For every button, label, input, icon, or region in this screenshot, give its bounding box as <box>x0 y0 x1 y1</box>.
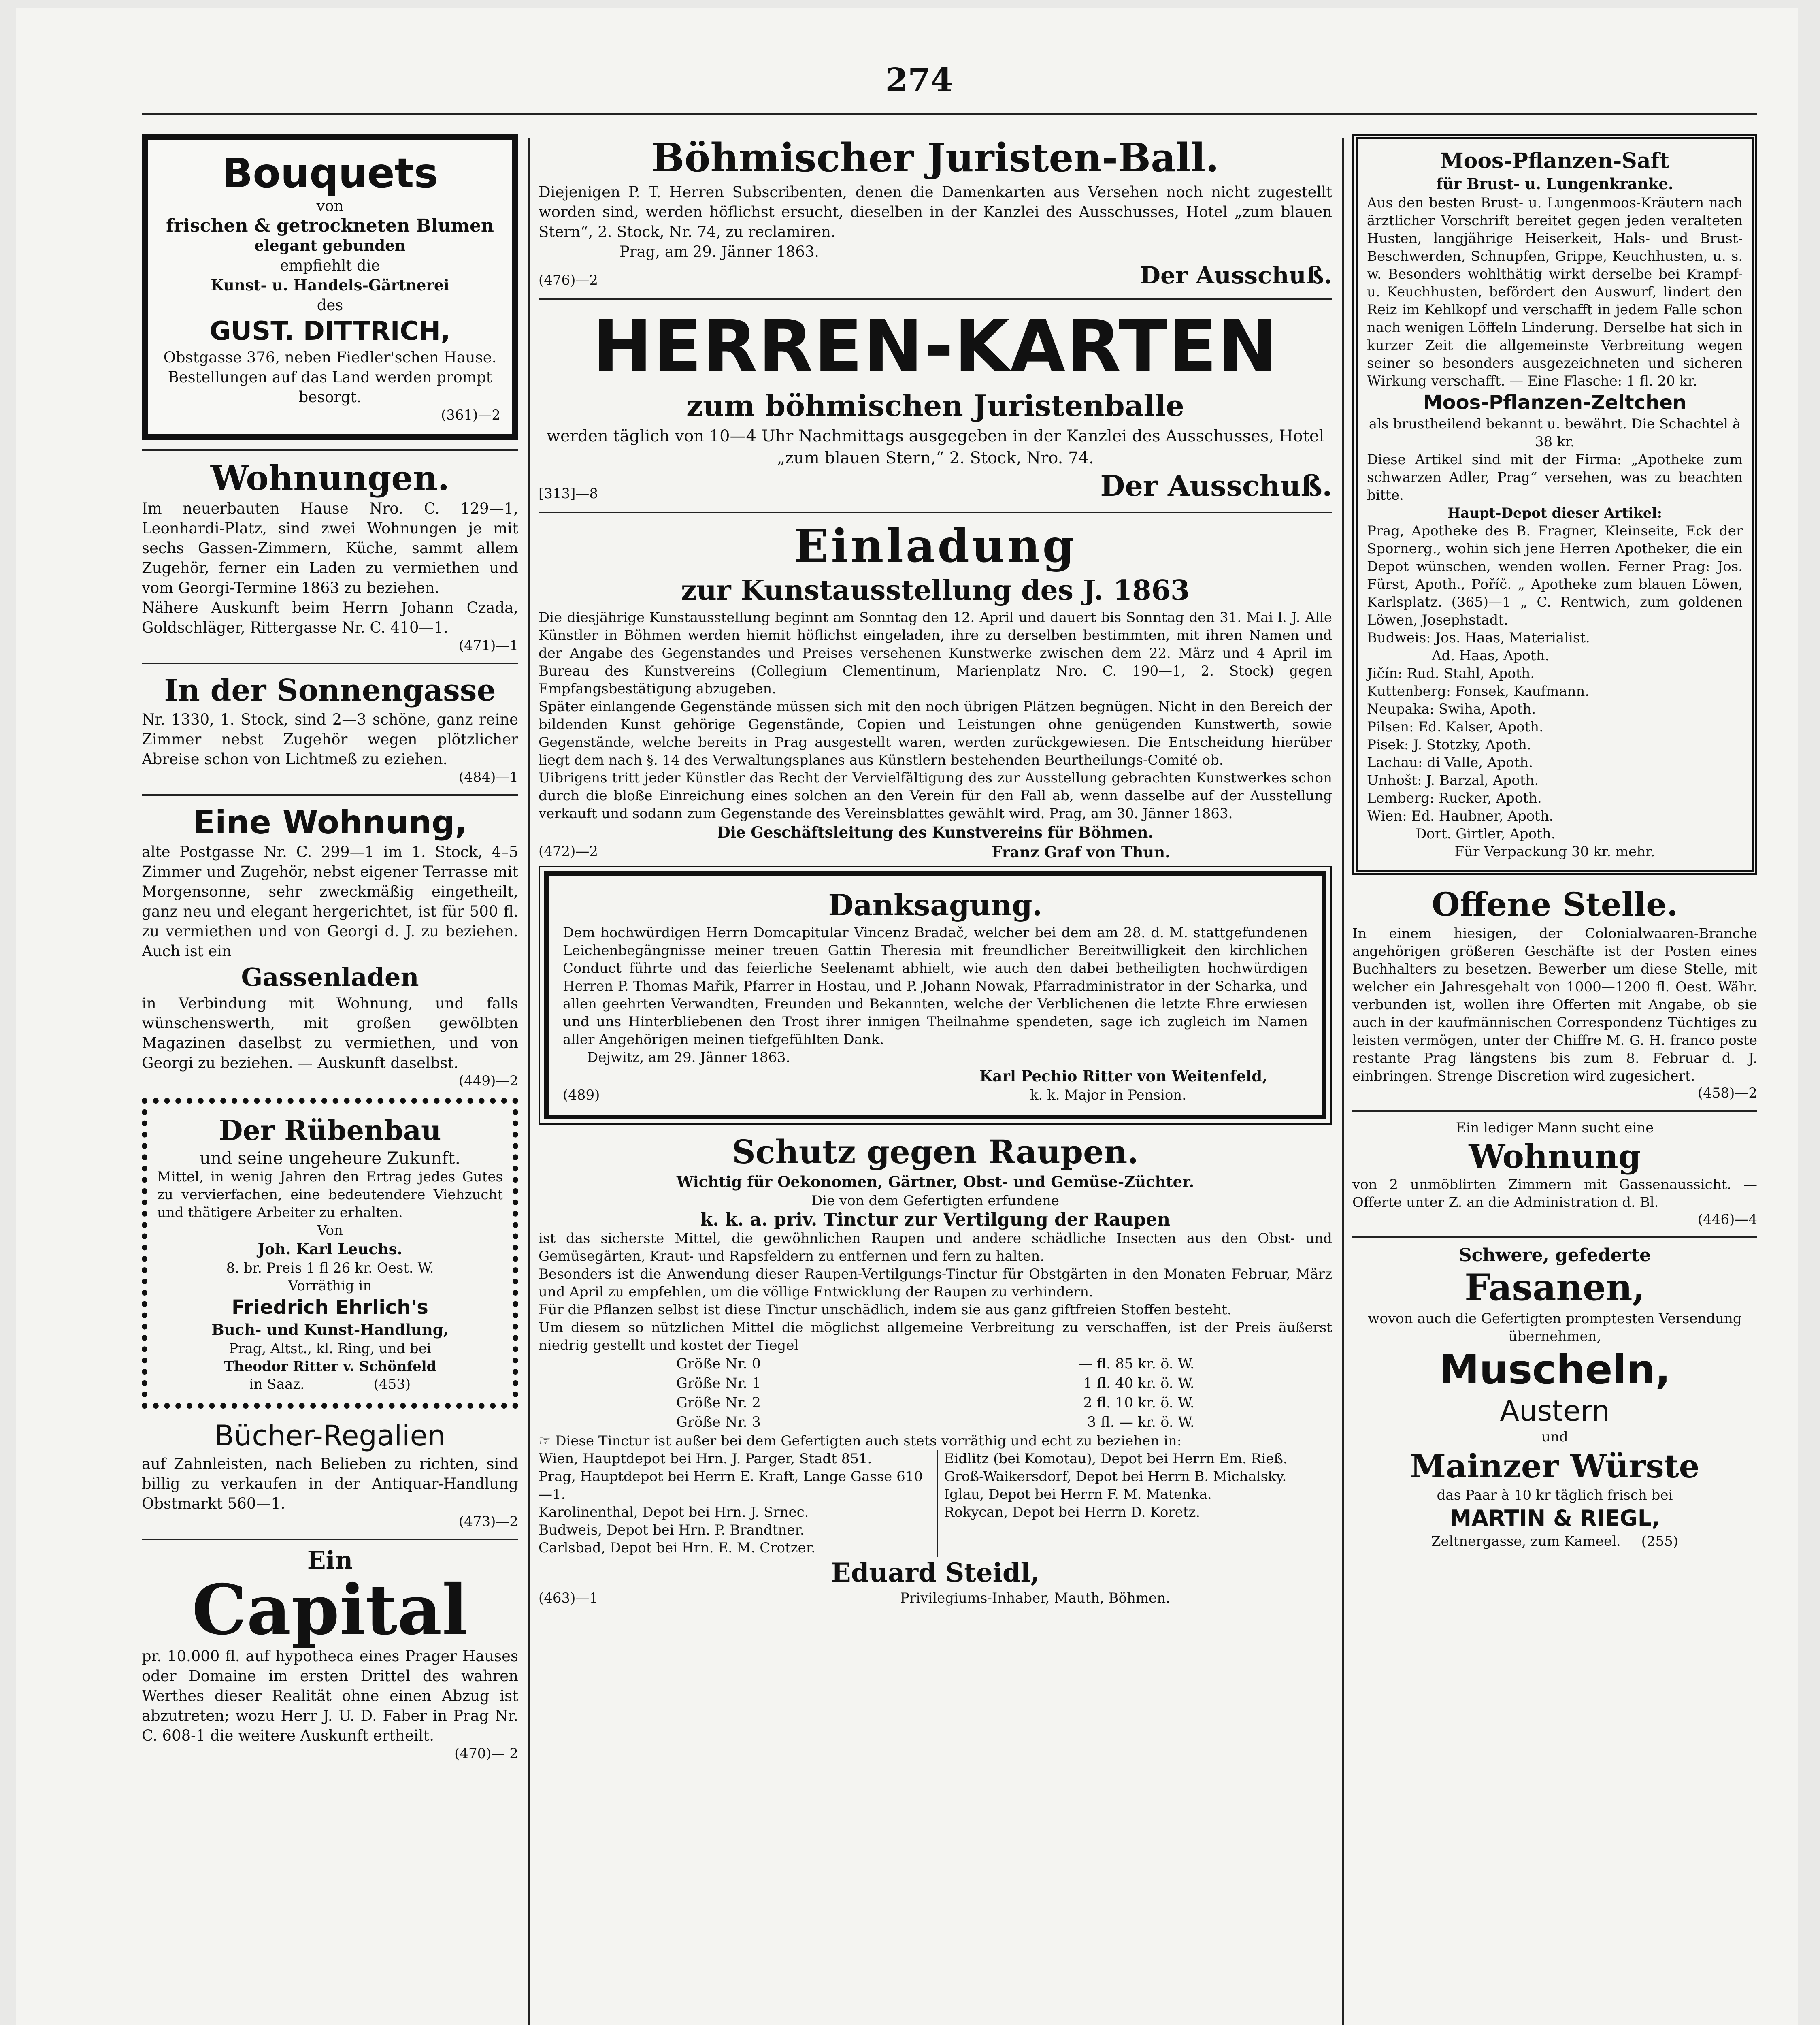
ad-ref: (361)—2 <box>441 407 500 423</box>
price-value: 2 fl. 10 kr. ö. W. <box>1083 1395 1194 1411</box>
price-label: Größe Nr. 3 <box>676 1414 761 1430</box>
price-label: Größe Nr. 1 <box>676 1375 761 1392</box>
middle-column <box>539 134 1332 2025</box>
ad-title: Schutz gegen Raupen. <box>732 1133 1139 1171</box>
ad-ref: (484)—1 <box>458 769 518 785</box>
ad-wohnung-gesucht <box>1352 1119 1757 1228</box>
ad-line: frischen & getrockneten Blumen <box>166 215 494 236</box>
ad-addr: Prag, Altst., kl. Ring, und bei <box>229 1341 431 1357</box>
divider <box>539 298 1332 300</box>
ad-addr <box>1352 1533 1757 1550</box>
depot-entry: Eidlitz (bei Komotau), Depot bei Herrn Em. Rieß. <box>944 1451 1288 1467</box>
depot-col-right <box>937 1450 1333 1557</box>
depot-entry: Iglau, Depot bei Herrn F. M. Matenka. <box>944 1486 1212 1503</box>
ad-shop: Buch- und Kunst-Handlung, <box>211 1321 449 1339</box>
column-rule-left <box>528 138 530 2025</box>
price-row <box>660 1354 1211 1374</box>
ad-capital <box>142 1548 518 1762</box>
depot-entry: Budweis, Depot bei Hrn. P. Brandtner. <box>539 1522 805 1538</box>
depot-entry: Jičín: Rud. Stahl, Apoth. <box>1367 665 1535 682</box>
ad-footer <box>539 469 1332 503</box>
divider <box>539 512 1332 513</box>
depot-entry: Rokycan, Depot bei Herrn D. Koretz. <box>944 1504 1201 1520</box>
ad-title: Wohnung <box>1469 1137 1641 1175</box>
ad-shop: Friedrich Ehrlich's <box>232 1296 428 1319</box>
ad-body: als brustheilend bekannt u. bewährt. Die Schachtel à 38 kr. <box>1369 416 1741 450</box>
depot-entry: Unhošt: J. Barzal, Apoth. <box>1367 772 1539 789</box>
ad-juristen-ball <box>539 134 1332 289</box>
ad-body: Diejenigen P. T. Herren Subscribenten, denen die Damenkarten aus Versehen noch nicht zugestellt worden sind, werden höflichst ersucht, dieselben in der Kanzlei des Ausschusses, Hotel „zum blauen Stern“, 2. Stock, Nr. 74, zu reclamiren. <box>539 183 1332 241</box>
ad-line: elegant gebunden <box>254 237 406 254</box>
ad-ref: (453) <box>373 1376 411 1392</box>
ad-ref: (473)—2 <box>458 1513 518 1530</box>
ad-rubenbau <box>142 1098 518 1409</box>
ad-body: Obstgasse 376, neben Fiedler'schen Hause. Bestellungen auf das Land werden prompt besorgt. <box>163 349 497 406</box>
ad-offene-stelle <box>1352 884 1757 1101</box>
ad-body: Mittel, in wenig Jahren den Ertrag jedes Gutes zu vervierfachen, eine bedeutendere Viehzucht und thätigere Arbeiter zu erhalten. <box>157 1169 503 1221</box>
ad-line: Von <box>317 1222 343 1238</box>
ad-paragraph: Um diesem so nützlichen Mittel die möglichst allgemeine Verbreitung zu verschaffen, ist der Preis äußerst niedrig gestellt und kostet der Tiegel <box>539 1319 1332 1354</box>
price-row <box>660 1393 1211 1413</box>
ad-price: 8. br. Preis 1 fl 26 kr. Oest. W. <box>226 1260 434 1276</box>
depot-entry: Wien, Hauptdepot bei Hrn. J. Parger, Stadt 851. <box>539 1451 872 1467</box>
price-value: 3 fl. — kr. ö. W. <box>1087 1414 1194 1430</box>
ad-ref: (463)—1 <box>539 1590 598 1606</box>
depot-entry: Lachau: di Valle, Apoth. <box>1367 755 1533 771</box>
depot-entry: Prag, Hauptdepot bei Herrn E. Kraft, Lange Gasse 610—1. <box>539 1469 923 1503</box>
ad-ref: (458)—2 <box>1697 1085 1757 1101</box>
ad-sign: Privilegiums-Inhaber, Mauth, Böhmen. <box>900 1590 1170 1606</box>
depot-entry: Kuttenberg: Fonsek, Kaufmann. <box>1367 683 1590 699</box>
ad-body: Prag, Apotheke des B. Fragner, Kleinseite, Eck der Spornerg., wohin sich jene Herren Apotheker, die ein Depot wünschen, wenden wollen. Ferner Prag: Jos. Fürst, Apoth., Poříč. „ Apotheke zum blauen Löwen, Karlsplatz. (365)—1 „ C. Rentwich, zum goldenen Löwen, Josephstadt. <box>1367 523 1743 628</box>
ad-body: Im neuerbauten Hause Nro. C. 129—1, Leonhardi-Platz, sind zwei Wohnungen je mit sechs Gassen-Zimmern, Küche, sammt allem Zugehör, ferner ein Laden zu vermiethen und vom Georgi-Termine 1863 zu beziehen. <box>142 500 518 597</box>
ad-ref: (472)—2 <box>539 843 598 859</box>
ad-paragraph: Uibrigens tritt jeder Künstler das Recht der Vervielfältigung des zur Ausstellung gebrachten Kunstwerkes schon durch die bloße Einreichung eines solchen an den Verein für den Fall ab, wenn dasselbe auf der Ausstellung verkauft und sodann zum Gegenstande des Vereinsblattes gewählt wird. Prag, am 30. Jänner 1863. <box>539 770 1332 822</box>
depot-entry: Wien: Ed. Haubner, Apoth. <box>1367 808 1554 824</box>
ad-title: Wohnungen. <box>210 458 450 498</box>
ad-firm: MARTIN & RIEGL, <box>1450 1505 1660 1531</box>
ad-body: Diese Artikel sind mit der Firma: „Apotheke zum schwarzen Adler, Prag“ versehen, was zu beachten bitte. <box>1367 452 1743 503</box>
price-label: Größe Nr. 2 <box>676 1395 761 1411</box>
ad-ref: (446)—4 <box>1697 1211 1757 1228</box>
divider <box>1352 1110 1757 1112</box>
ad-product: Muscheln, <box>1439 1346 1671 1393</box>
page-number: 274 <box>885 61 953 99</box>
ad-foot: Für Verpackung 30 kr. mehr. <box>1454 844 1655 860</box>
ad-date: Prag, am 29. Jänner 1863. <box>619 243 820 260</box>
ad-paragraph: ☞ Diese Tinctur ist außer bei dem Gefertigten auch stets vorräthig und echt zu beziehen in: <box>539 1433 1182 1449</box>
ad-pre: Ein <box>307 1546 353 1575</box>
ad-line: empfiehlt die <box>280 257 380 274</box>
ad-sign: Eduard Steidl, <box>831 1558 1040 1588</box>
ad-herren-karten <box>539 307 1332 503</box>
ad-title: Fasanen, <box>1465 1266 1645 1309</box>
ad-title: Moos-Pflanzen-Zeltchen <box>1423 391 1687 414</box>
ad-body: werden täglich von 10—4 Uhr Nachmittags ausgegeben in der Kanzlei des Ausschusses, Hotel „zum blauen Stern,“ 2. Stock, Nro. 74. <box>546 427 1324 467</box>
ad-line: und <box>1541 1429 1568 1445</box>
ad-footer <box>539 262 1332 289</box>
depot-list <box>539 1450 1332 1557</box>
depot-entry: Pisek: J. Stotzky, Apoth. <box>1367 737 1531 753</box>
header-rule <box>142 113 1757 115</box>
depot-entry: Ad. Haas, Apoth. <box>1432 648 1550 664</box>
ad-product: k. k. a. priv. Tinctur zur Vertilgung der Raupen <box>700 1209 1171 1230</box>
price-list <box>539 1354 1332 1432</box>
left-column <box>142 134 518 2025</box>
ad-subtitle: Wichtig für Oekonomen, Gärtner, Obst- und Gemüse-Züchter. <box>676 1173 1194 1191</box>
depot-entry: Pilsen: Ed. Kalser, Apoth. <box>1367 719 1543 735</box>
ad-paragraph: Die diesjährige Kunstausstellung beginnt am Sonntag den 12. April und dauert bis Sonntag den 31. Mai l. J. Alle Künstler in Böhmen werden hiemit höflichst eingeladen, ihre zu derselben bestimmten, mit ihren Namen und der Angabe des Gegenstandes und Preises versehenen Kunstwerke zwischen dem 22. März und 4 April im Bureau des Kunstvereins (Collegium Clementinum, Marienplatz Nro. C. 190—1, 2. Stock) gegen Empfangsbestätigung abzugeben. <box>539 610 1332 697</box>
ad-title: Moos-Pflanzen-Saft <box>1440 149 1669 173</box>
ad-pre: Schwere, gefederte <box>1458 1245 1651 1266</box>
ad-sign: Die Geschäftsleitung des Kunstvereins für Böhmen. <box>717 823 1154 841</box>
ad-shop: Theodor Ritter v. Schönfeld <box>224 1358 436 1375</box>
ad-ref: (489) <box>563 1087 600 1103</box>
column-rule-right <box>1342 138 1344 2025</box>
ad-bouquets <box>142 134 518 440</box>
ad-ref: (471)—1 <box>458 637 518 654</box>
ad-name: GUST. DITTRICH, <box>209 316 451 346</box>
ad-fasanen <box>1352 1245 1757 1550</box>
ad-title: Der Rübenbau <box>219 1115 441 1147</box>
ad-danksagung <box>544 871 1326 1119</box>
price-row <box>660 1374 1211 1393</box>
depot-entry: Budweis: Jos. Haas, Materialist. <box>1367 630 1590 646</box>
price-value: — fl. 85 kr. ö. W. <box>1078 1356 1194 1372</box>
ad-pre: Ein lediger Mann sucht eine <box>1456 1120 1654 1136</box>
depot-entry: Lemberg: Rucker, Apoth. <box>1367 790 1542 806</box>
ad-title: HERREN-KARTEN <box>592 305 1278 388</box>
ad-author: Joh. Karl Leuchs. <box>258 1240 402 1258</box>
ad-rank: k. k. Major in Pension. <box>1030 1087 1186 1103</box>
ad-paragraph: Besonders ist die Anwendung dieser Raupen-Vertilgungs-Tinctur für Obstgärten in den Monaten Februar, März und April zu empfehlen, um die völlige Entwicklung der Raupen zu verhindern. <box>539 1266 1332 1300</box>
depot-list <box>1367 629 1743 843</box>
ad-line <box>157 1375 503 1393</box>
ad-ref: (449)—2 <box>458 1073 518 1089</box>
ad-title: Bouquets <box>221 149 439 197</box>
ad-title: Offene Stelle. <box>1431 885 1678 923</box>
price-value: 1 fl. 40 kr. ö. W. <box>1083 1375 1194 1392</box>
ad-line: Vorräthig in <box>288 1278 372 1294</box>
ad-product: Mainzer Würste <box>1410 1447 1700 1485</box>
depot-entry: Carlsbad, Depot bei Hrn. E. M. Crotzer. <box>539 1540 815 1556</box>
right-column <box>1352 134 1757 2025</box>
ad-paragraph: Später einlangende Gegenstände müssen sich mit den noch übrigen Plätzen begnügen. Nicht in den Bereich der bildenden Kunst gehörige Gegenstände, Copien und Leistungen ohne genügenden Kunstwerth, sowie Gegenstände, welche bereits in Prag ausgestellt waren, werden zurückgewiesen. Die Entscheidung hierüber liegt dem nach §. 14 des Verwaltungsplanes aus Künstlern bestehenden Beurtheilungs-Comité ob. <box>539 699 1332 768</box>
ad-subtitle: für Brust- u. Lungenkranke. <box>1436 175 1673 193</box>
ad-price: das Paar à 10 kr täglich frisch bei <box>1437 1487 1673 1503</box>
ad-sign: Franz Graf von Thun. <box>992 843 1170 861</box>
depot-entry: Groß-Waikersdorf, Depot bei Herrn B. Michalsky. <box>944 1469 1287 1485</box>
ad-body: pr. 10.000 fl. auf hypotheca eines Prager Hauses oder Domaine im ersten Drittel des wahren Werthes dieser Realität ohne einen Abzug ist abzutreten; wozu Herr J. U. D. Faber in Prag Nr. C. 608-1 die weitere Auskunft ertheilt. <box>142 1648 518 1744</box>
ad-body: in Verbindung mit Wohnung, und falls wünschenswerth, mit großen gewölbten Magazinen daselbst zu vermiethen, und von Georgi zu beziehen. — Auskunft daselbst. <box>142 995 518 1072</box>
ad-product: Austern <box>1500 1394 1610 1428</box>
ad-title: Capital <box>192 1569 468 1650</box>
depot-col-left <box>539 1450 927 1557</box>
ad-footer <box>539 1589 1332 1607</box>
ad-moos <box>1352 134 1757 875</box>
ad-subtitle: zum böhmischen Juristenballe <box>686 388 1184 423</box>
ad-paragraph: ist das sicherste Mittel, die gewöhnlichen Raupen und andere schädliche Insecten aus den Obst- und Gemüsegärten, Kraut- und Rapsfeldern zu entfernen und fern zu halten. <box>539 1230 1332 1264</box>
ad-line: Kunst- u. Handels-Gärtnerei <box>211 276 449 294</box>
ad-subtitle: zur Kunstausstellung des J. 1863 <box>681 574 1190 607</box>
ad-ref: (255) <box>1641 1533 1679 1550</box>
ad-depot-title: Haupt-Depot dieser Artikel: <box>1447 505 1662 521</box>
ad-body: Nähere Auskunft beim Herrn Johann Czada, Goldschläger, Rittergasse Nr. C. 410—1. <box>142 599 518 636</box>
divider <box>142 449 518 451</box>
ad-body: auf Zahnleisten, nach Belieben zu richten, sind billig zu verkaufen in der Antiquar-Handlung Obstmarkt 560—1. <box>142 1455 518 1512</box>
ad-title: Eine Wohnung, <box>193 804 467 841</box>
ad-raupen <box>539 1132 1332 1607</box>
divider <box>142 663 518 664</box>
ad-ref: (470)— 2 <box>454 1746 518 1762</box>
ad-addr-text: Zeltnergasse, zum Kameel. <box>1431 1533 1621 1550</box>
price-label: Größe Nr. 0 <box>676 1356 761 1372</box>
ad-sign: Der Ausschuß. <box>1140 262 1332 289</box>
ad-intro: Die von dem Gefertigten erfundene <box>811 1193 1060 1209</box>
ad-ref: [313]—8 <box>539 486 598 502</box>
divider <box>142 794 518 796</box>
ad-wohnungen <box>142 458 518 654</box>
ad-title: Bücher-Regalien <box>214 1419 446 1452</box>
ad-subtitle: und seine ungeheure Zukunft. <box>199 1148 461 1168</box>
ad-eine-wohnung <box>142 803 518 1089</box>
ad-body: Nr. 1330, 1. Stock, sind 2—3 schöne, ganz reine Zimmer nebst Zugehör wegen plötzlicher Abreise schon von Lichtmeß zu eziehen. <box>142 711 518 768</box>
divider <box>1352 1236 1757 1238</box>
ad-body: alte Postgasse Nr. C. 299—1 im 1. Stock, 4–5 Zimmer und Zugehör, nebst eigener Terrasse mit Morgensonne, sehr zweckmäßig eingetheilt, ganz neu und elegant hergerichtet, ist für 500 fl. zu vermiethen und von Georgi d. J. zu beziehen. Auch ist ein <box>142 843 518 960</box>
ad-body: In einem hiesigen, der Colonialwaaren-Branche angehörigen größeren Geschäfte ist der Posten eines Buchhalters zu besetzen. Bewerber um diese Stelle, mit welcher ein Jahresgehalt von 1000—1200 fl. Oest. Währ. verbunden ist, wollen ihre Offerten mit Angabe, ob sie auch in der kaufmännischen Correspondenz Tüchtiges zu leisten vermögen, unter der Chiffre M. G. H. franco poste restante Prag längstens bis zum 8. Februar d. J. einbringen. Strenge Discretion wird zugesichert. <box>1352 925 1757 1084</box>
ad-date: Dejwitz, am 29. Jänner 1863. <box>587 1049 790 1066</box>
ad-sign: Der Ausschuß. <box>1100 469 1332 503</box>
ad-body: von 2 unmöblirten Zimmern mit Gassenaussicht. — Offerte unter Z. an die Administration d. Bl. <box>1352 1177 1757 1211</box>
depot-entry: Dort. Girtler, Apoth. <box>1416 826 1556 842</box>
depot-entry: Karolinenthal, Depot bei Hrn. J. Srnec. <box>539 1504 809 1520</box>
ad-sonnengasse <box>142 671 518 785</box>
ad-subtitle: Gassenladen <box>241 962 419 992</box>
ad-body: wovon auch die Gefertigten promptesten Versendung übernehmen, <box>1368 1311 1742 1345</box>
ad-regalien <box>142 1418 518 1530</box>
ad-line: von <box>316 197 344 215</box>
ad-body: Aus den besten Brust- u. Lungenmoos-Kräutern nach ärztlicher Vorschrift bereitet gegen jeden veralteten Husten, langjährige Heiserkeit, Hals- und Brust-Beschwerden, Schnupfen, Grippe, Keuchhusten, u. s. w. Besonders wohlthätig wirkt derselbe bei Krampf- u. Keuchhusten, befördert den Auswurf, lindert den Reiz im Kehlkopf und verschafft in jedem Falle schon nach wenigen Löffeln Linderung. Derselbe hat sich in kurzer Zeit die allgemeinste Verbreitung wegen seiner so besonders ausgezeichneten und sicheren Wirkung verschafft. — Eine Flasche: 1 fl. 20 kr. <box>1367 195 1743 389</box>
ad-footer <box>539 842 1332 862</box>
ad-footer <box>563 1086 1308 1104</box>
ad-einladung <box>539 520 1332 862</box>
ad-city: in Saaz. <box>249 1376 304 1392</box>
price-row <box>660 1413 1211 1432</box>
ad-body: Dem hochwürdigen Herrn Domcapitular Vincenz Bradač, welcher bei dem am 28. d. M. stattgefundenen Leichenbegängnisse meiner treuen Gattin Theresia mit freundlicher Bereitwilligkeit den kirchlichen Conduct führte und das feierliche Seelenamt abhielt, wie auch den dabei betheiligten hochwürdigen Herren P. Thomas Mařik, Pfarrer in Hostau, und P. Johann Nowak, Pfarradministrator in der Scharka, und allen geehrten Verwandten, Freunden und Bekannten, welche der Verblichenen die letzte Ehre erwiesen und uns Hinterbliebenen den Trost ihrer innigen Theilnahme spendeten, sage ich zugleich im Namen aller Angehörigen meinen tiefgefühlten Dank. <box>563 925 1308 1048</box>
ad-paragraph: Für die Pflanzen selbst ist diese Tinctur unschädlich, indem sie aus ganz giftfreien Stoffen besteht. <box>539 1302 1232 1318</box>
ad-title: Einladung <box>794 520 1077 573</box>
ad-sign: Karl Pechio Ritter von Weitenfeld, <box>979 1067 1267 1085</box>
ad-title: In der Sonnengasse <box>164 673 496 708</box>
ad-title: Böhmischer Juristen-Ball. <box>651 135 1219 181</box>
ad-ref: (476)—2 <box>539 272 598 288</box>
ad-title: Danksagung. <box>828 888 1043 922</box>
ad-line: des <box>317 296 343 314</box>
divider <box>142 1539 518 1540</box>
depot-entry: Neupaka: Swiha, Apoth. <box>1367 701 1536 717</box>
